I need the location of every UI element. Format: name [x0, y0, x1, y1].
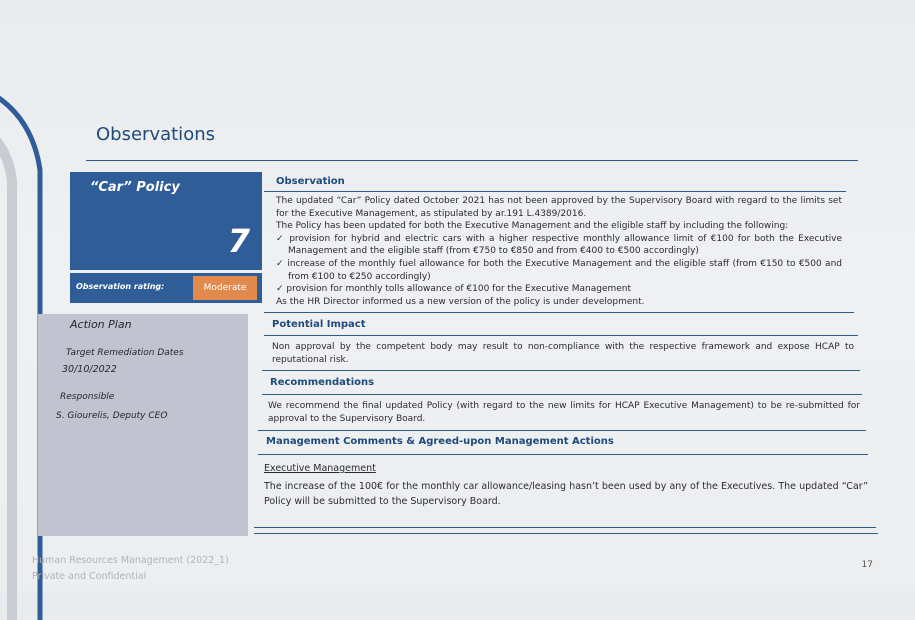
- divider: [254, 533, 878, 534]
- rating-bar: [70, 273, 262, 303]
- target-date-value: 30/10/2022: [62, 364, 117, 375]
- topic-title: “Car” Policy: [90, 180, 180, 195]
- responsible-label: Responsible: [60, 392, 115, 402]
- observation-para1: The updated “Car” Policy dated October 2021 has not been approved by the Supervisory Board with regard to the limits set for the Executive Management, as stipulated by ar.191 L.4389/2016.: [276, 196, 842, 219]
- divider: [264, 312, 854, 313]
- potential-impact-text: Non approval by the competent body may result to non-compliance with the respective framework and expose HCAP to reputational risk.: [272, 342, 854, 365]
- title-divider: [86, 160, 858, 161]
- observation-bullet: ✓ provision for monthly tolls allowance of €100 for the Executive Management: [276, 284, 632, 295]
- rating-label: Observation rating:: [76, 282, 165, 291]
- footer-confidentiality: Private and Confidential: [32, 571, 147, 582]
- recommendations-heading: Recommendations: [270, 377, 375, 388]
- management-heading: Management Comments & Agreed-upon Management Actions: [266, 436, 614, 447]
- page-title: Observations: [96, 124, 215, 145]
- divider: [264, 191, 846, 192]
- observation-bullet: ✓ provision for hybrid and electric cars with a higher respective monthly allowance limit of €100 for both the Executive Management and the eligible staff (from €750 to €850 and from €400 to €500 accordingly): [276, 233, 842, 257]
- management-subheading: Executive Management: [264, 463, 376, 474]
- action-plan-heading: Action Plan: [70, 318, 132, 331]
- potential-impact-heading: Potential Impact: [272, 319, 366, 330]
- management-text: The increase of the 100€ for the monthly car allowance/leasing hasn’t been used by any of the Executives. The updated “Car” Policy will be submitted to the Supervisory Board.: [264, 481, 868, 507]
- observation-para3: As the HR Director informed us a new version of the policy is under development.: [276, 296, 645, 307]
- observation-bullet: ✓ increase of the monthly fuel allowance for both the Executive Management and the eligible staff (from €150 to €500 and from €100 to €250 accordingly): [276, 258, 842, 282]
- target-date-label: Target Remediation Dates: [66, 348, 184, 358]
- divider: [254, 527, 876, 528]
- divider: [258, 454, 868, 455]
- divider: [264, 335, 858, 336]
- page-number: 17: [861, 560, 873, 570]
- footer-report-name: Human Resources Management (2022_1): [32, 555, 229, 566]
- topic-number: 7: [227, 222, 250, 260]
- rating-badge: Moderate: [193, 276, 257, 300]
- recommendations-text: We recommend the final updated Policy (with regard to the new limits for HCAP Executive Management) to be re-submitted for approval to the Supervisory Board.: [268, 401, 860, 424]
- divider: [262, 370, 860, 371]
- responsible-name: S. Giourelis, Deputy CEO: [56, 411, 168, 421]
- action-plan-panel: [38, 314, 248, 536]
- observation-para2: The Policy has been updated for both the Executive Management and the eligible staff by including the following:: [276, 221, 789, 232]
- divider: [258, 430, 866, 431]
- divider: [262, 394, 862, 395]
- observation-text: [276, 195, 842, 308]
- topic-box: [70, 172, 262, 270]
- observation-heading: Observation: [276, 176, 345, 187]
